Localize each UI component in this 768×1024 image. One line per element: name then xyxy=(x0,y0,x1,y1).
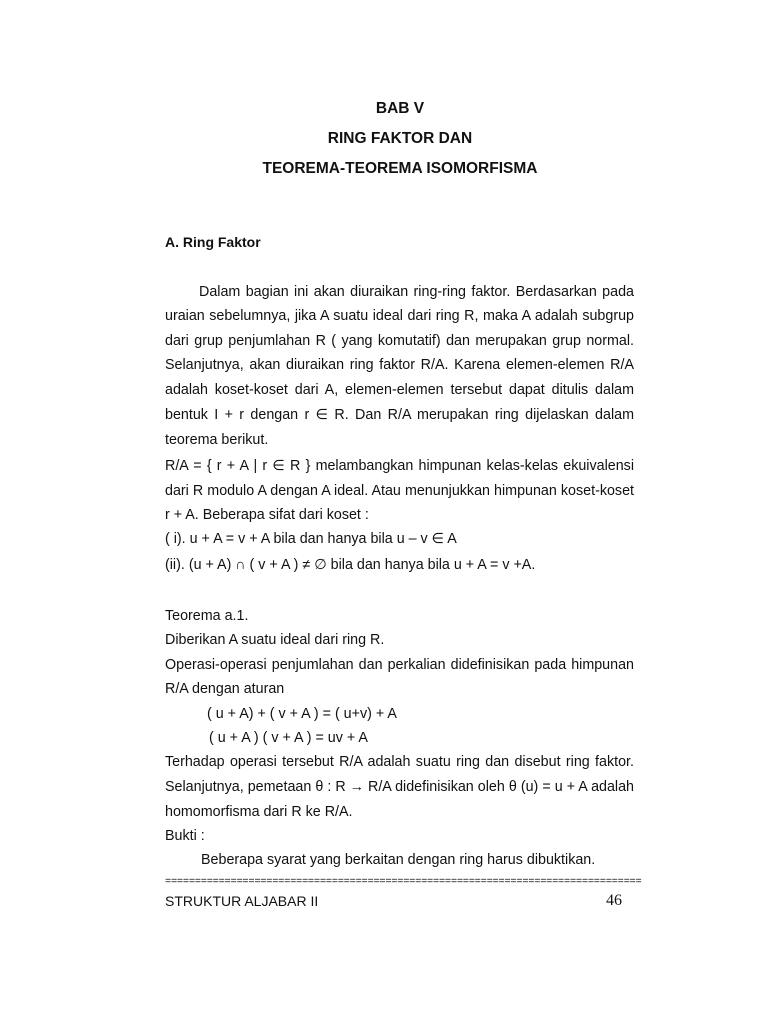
footer-divider: ================================================================================ xyxy=(165,876,642,888)
paragraph1-line: bentuk I + r dengan r ∈ R. Dan R/A merupakan ring dijelaskan dalam xyxy=(165,407,634,423)
proof-line: Beberapa syarat yang berkaitan dengan ring harus dibuktikan. xyxy=(201,852,596,868)
proof-label: Bukti : xyxy=(165,828,205,844)
paragraph2-line: r + A. Beberapa sifat dari koset : xyxy=(165,507,369,523)
theorem-line: R/A dengan aturan xyxy=(165,681,285,697)
paragraph1-line: adalah koset-koset dari A, elemen-elemen tersebut dapat ditulis dalam xyxy=(165,382,634,398)
paragraph2-line: R/A = { r + A | r ∈ R } melambangkan himpunan kelas-kelas ekuivalensi xyxy=(165,458,634,474)
addition-rule: ( u + A) + ( v + A ) = ( u+v) + A xyxy=(207,706,397,722)
paragraph2-line: dari R modulo A dengan A ideal. Atau menunjukkan himpunan koset-koset xyxy=(165,483,634,499)
chapter-label: BAB V xyxy=(375,100,425,117)
coset-property-i: ( i). u + A = v + A bila dan hanya bila u – v ∈ A xyxy=(165,531,457,547)
paragraph1-line: uraian sebelumnya, jika A suatu ideal dari ring R, maka A adalah subgrup xyxy=(165,308,634,324)
theorem-label: Teorema a.1. xyxy=(165,608,249,624)
conclusion-line: Terhadap operasi tersebut R/A adalah suatu ring dan disebut ring faktor. xyxy=(165,754,634,770)
coset-property-ii: (ii). (u + A) ∩ ( v + A ) ≠ ∅ bila dan hanya bila u + A = v +A. xyxy=(165,557,536,573)
paragraph1-line: teorema berikut. xyxy=(165,432,269,448)
footer-title: STRUKTUR ALJABAR II xyxy=(165,893,319,909)
multiplication-rule: ( u + A ) ( v + A ) = uv + A xyxy=(209,730,368,746)
theorem-line: Diberikan A suatu ideal dari ring R. xyxy=(165,632,385,648)
paragraph1-line: Selanjutnya, akan diuraikan ring faktor R/A. Karena elemen-elemen R/A xyxy=(165,357,634,373)
chapter-title-line1: RING FAKTOR DAN xyxy=(327,130,473,147)
page-number: 46 xyxy=(606,892,622,909)
chapter-title-line2: TEOREMA-TEOREMA ISOMORFISMA xyxy=(262,160,538,177)
conclusion-line: homomorfisma dari R ke R/A. xyxy=(165,804,353,820)
section-title: A. Ring Faktor xyxy=(165,234,261,250)
conclusion-line: Selanjutnya, pemetaan θ : R → R/A didefinisikan oleh θ (u) = u + A adalah xyxy=(165,779,634,795)
theorem-line: Operasi-operasi penjumlahan dan perkalian didefinisikan pada himpunan xyxy=(165,657,634,673)
paragraph1-line: Dalam bagian ini akan diuraikan ring-ring faktor. Berdasarkan pada xyxy=(199,284,634,300)
paragraph1-line: dari grup penjumlahan R ( yang komutatif) dan merupakan grup normal. xyxy=(165,333,634,349)
